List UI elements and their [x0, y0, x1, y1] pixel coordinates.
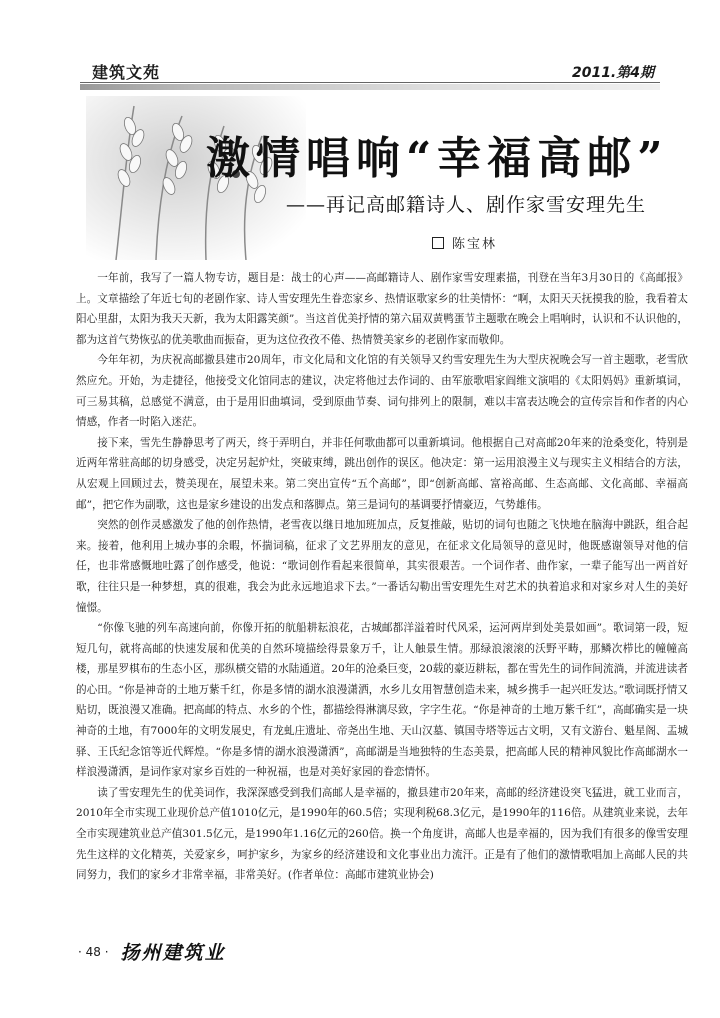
page-number: · 48 ·	[78, 944, 109, 959]
byline	[432, 233, 497, 252]
section-title: 建筑文苑	[92, 63, 161, 82]
byline-box-icon	[432, 237, 444, 249]
paragraph: “你像飞驰的列车高速向前，你像开拓的航船耕耘浪花，古城邮都洋溢着时代风采，运河两岸到处美景如画”。歌词第一段，短短几句，就将高邮的快速发展和优美的自然环境描绘得景象万千，让人触景生情。那绿浪滚滚的沃野平畴，那鳞次栉比的幢幢高楼，那星罗棋布的生态小区，那纵横交错的水陆通道。20年的沧桑巨变，20载的豪迈耕耘，都在雪先生的词作间流淌，并流进读者的心田。“你是神奇的土地万紫千红，你是多情的湖水浪漫潇洒，水乡儿女用智慧创造未来，城乡携手一起兴旺发达。”歌词既抒情又贴切，既浪漫又准确。把高邮的特点、水乡的个性，都描绘得淋漓尽致，字字生花。“你是神奇的土地万紫千红”，高邮确实是一块神奇的土地，有7000年的文明发展史，有龙虬庄遗址、帝尧出生地、天山汉墓、镇国寺塔等远古文明，又有文游台、魁星阁、盂城驿、王氏纪念馆等近代辉煌。“你是多情的湖水浪漫潇洒”，高邮湖是当地独特的生态美景，把高邮人民的精神风貌比作高邮湖水一样浪漫潇洒，是词作家对家乡百姓的一种祝福，也是对美好家园的眷恋情怀。	[76, 622, 688, 779]
paragraph: 突然的创作灵感激发了他的创作热情，老雪夜以继日地加班加点，反复推敲，贴切的词句也随之飞快地在脑海中跳跃，组合起来。接着，他利用上城办事的余暇，怀揣词稿，征求了文艺界朋友的意见，在征求文化局领导的意见时，他既感谢领导对他的信任，也非常感慨地吐露了创作感受，他说：“歌词创作看起来很简单，其实很艰苦。一个词作者、曲作家，一辈子能写出一两首好歌，往往只是一种梦想，真的很难，我会为此永远地追求下去。”一番话勾勒出雪安理先生对艺术的执着追求和对家乡对人生的美好憧憬。	[76, 519, 688, 614]
paragraph: 接下来，雪先生静静思考了两天，终于弄明白，并非任何歌曲都可以重新填词。他根据自己对高邮20年来的沧桑变化，特别是近两年常驻高邮的切身感受，决定另起炉灶，突破束缚，跳出创作的误区。他决定：第一运用浪漫主义与现实主义相结合的方法，从宏观上回顾过去，赞美现在，展望未来。第二突出宣传“五个高邮”，即“创新高邮、富裕高邮、生态高邮、文化高邮、幸福高邮”，把它作为副歌，这也是家乡建设的出发点和落脚点。第三是词句的基调要抒情豪迈，气势雄伟。	[76, 436, 688, 511]
author-name: 陈宝林	[452, 237, 498, 252]
article-subtitle: ——再记高邮籍诗人、剧作家雪安理先生	[286, 194, 647, 216]
page-footer	[78, 938, 226, 965]
article-title: 激情唱响“幸福高邮”	[206, 133, 669, 184]
issue-label: 2011.第4期	[571, 65, 654, 81]
paragraph: 今年年初，为庆祝高邮撤县建市20周年，市文化局和文化馆的有关领导又约雪安理先生为大型庆祝晚会写一首主题歌，老雪欣然应允。开始，为走捷径，他接受文化馆同志的建议，决定将他过去作词的、由军旅歌唱家阎维文演唱的《太阳妈妈》重新填词，可三易其稿，总感觉不满意，由于是用旧曲填词，受到原曲节奏、词句排列上的限制，难以丰富表达晚会的宣传宗旨和作者的内心情感，作者一时陷入迷茫。	[76, 354, 688, 429]
article-body	[76, 268, 688, 886]
header-rule	[80, 84, 660, 90]
header-rule-line	[80, 82, 660, 83]
paragraph: 读了雪安理先生的优美词作，我深深感受到我们高邮人是幸福的，撤县建市20年来，高邮的经济建设突飞猛进，就工业而言，2010年全市实现工业现价总产值1010亿元，是1990年的60.5倍；实现利税68.3亿元，是1990年的116倍。从建筑业来说，去年全市实现建筑业总产值301.5亿元，是1990年1.16亿元的260倍。换一个角度讲，高邮人也是幸福的，因为我们有很多的像雪安理先生这样的文化精英，关爱家乡，呵护家乡，为家乡的经济建设和文化事业出力流汗。正是有了他们的激情歌唱加上高邮人民的共同努力，我们的家乡才非常幸福，非常美好。(作者单位：高邮市建筑业协会)	[76, 786, 688, 882]
paragraph: 一年前，我写了一篇人物专访，题目是：战士的心声——高邮籍诗人、剧作家雪安理素描，刊登在当年3月30日的《高邮报》上。文章描绘了年近七旬的老剧作家、诗人雪安理先生眷恋家乡、热情讴歌家乡的壮美情怀：“啊，太阳天天抚摸我的脸，我看着太阳心里甜，太阳为我天天新，我为太阳露笑颜”。当这首优美抒情的第六届双黄鸭蛋节主题歌在晚会上唱响时，认识和不认识他的，都为这首气势恢弘的优美歌曲而振奋，更为这位孜孜不倦、热情赞美家乡的老剧作家而敬仰。	[76, 272, 688, 346]
publication-logo: 扬州建筑业	[120, 942, 226, 964]
